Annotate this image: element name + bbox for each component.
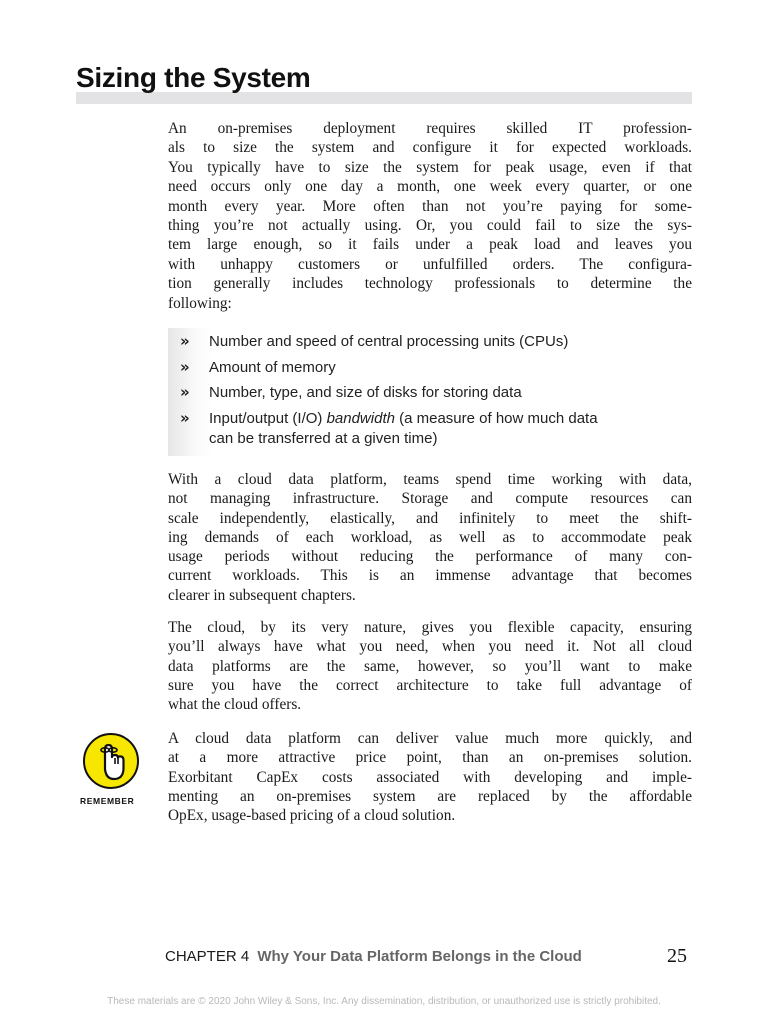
text-line: with unhappy customers or unfulfilled orders. The configura- [168,255,692,273]
text-line: menting an on-premises system are replaced by the affordable [168,787,692,805]
bullet-text-emphasis: bandwidth [326,410,395,427]
section-title: Sizing the System [76,62,311,93]
text-line: what the cloud offers. [168,696,302,714]
text-line: Exorbitant CapEx costs associated with developing and imple- [168,768,692,786]
chapter-label: CHAPTER 4 [165,948,250,965]
text-line: you’ll always have what you need, when you need it. Not all cloud [168,638,692,656]
finger-with-string-icon [85,735,137,787]
double-chevron-icon: » [180,409,186,427]
text-line: The cloud, by its very nature, gives you flexible capacity, ensuring [168,619,692,636]
text-line: als to size the system and configure it for expected workloads. [168,139,692,157]
text-line: month every year. More often than not you’re paying for some- [168,197,692,215]
bullet-text: Amount of memory [209,358,336,376]
text-line: current workloads. This is an immense advantage that becomes [168,567,692,585]
double-chevron-icon: » [180,383,186,401]
text-line: following: [168,294,232,312]
text-line: tion generally includes technology professionals to determine the [168,275,692,293]
text-line: You typically have to size the system for peak usage, even if that [168,158,692,176]
copyright-notice: These materials are © 2020 John Wiley & Sons, Inc. Any dissemination, distribution, or unauthorized use is strictly prohibited. [107,996,661,1007]
text-line: data platforms are the same, however, so you’ll want to make [168,657,692,675]
bullet-text-pre: Input/output (I/O) [209,410,327,427]
text-line: not managing infrastructure. Storage and compute resources can [168,490,692,508]
text-line: An on-premises deployment requires skilled IT profession- [168,120,692,137]
text-line: A cloud data platform can deliver value much more quickly, and [168,730,692,747]
text-line: OpEx, usage-based pricing of a cloud solution. [168,807,456,825]
text-line: sure you have the correct architecture to take full advantage of [168,676,692,694]
paragraph-remember [168,729,692,825]
text-line: With a cloud data platform, teams spend time working with data, [168,471,692,488]
paragraph-flexible-capacity [168,618,692,714]
paragraph-cloud-platform [168,470,692,605]
text-line: ing demands of each workload, as well as to accommodate peak [168,528,692,546]
running-footer [165,948,582,965]
text-line: scale independently, elastically, and infinitely to meet the shift- [168,509,692,527]
chapter-title: Why Your Data Platform Belongs in the Cloud [257,948,582,965]
text-line: thing you’re not actually using. Or, you could fail to size the sys- [168,216,692,234]
text-line: clearer in subsequent chapters. [168,586,356,604]
page-number: 25 [667,945,687,967]
paragraph-sizing [168,119,692,313]
bullet-text: Number and speed of central processing units (CPUs) [209,333,569,350]
double-chevron-icon: » [180,357,186,376]
text-line: usage periods without reducing the performance of many con- [168,548,692,566]
bullet-text-post: (a measure of how much data [394,410,598,427]
text-line: tem large enough, so it fails under a peak load and leaves you [168,236,692,254]
bullet-text-continuation: can be transferred at a given time) [209,430,438,447]
remember-label: REMEMBER [80,796,135,806]
text-line: need occurs only one day a month, one week every quarter, or one [168,178,692,196]
bullet-text [209,409,598,449]
bullet-list [168,328,692,456]
text-line: at a more attractive price point, than an on-premises solution. [168,749,692,767]
bullet-text: Number, type, and size of disks for storing data [209,384,522,401]
remember-circle [83,733,139,789]
double-chevron-icon: » [180,332,186,350]
